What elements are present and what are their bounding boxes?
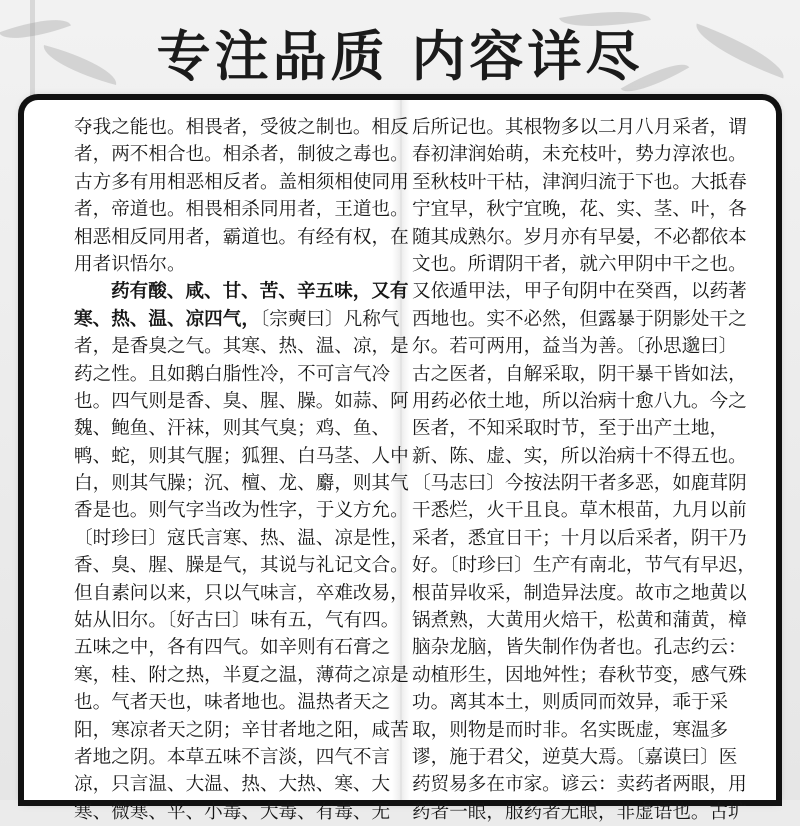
body-text: 尔。若可两用，益当为善。〔孙思邈曰〕 xyxy=(412,336,738,358)
body-text: 药之性。且如鹅白脂性冷，不可言气冷 xyxy=(74,363,391,385)
text-line xyxy=(74,415,391,442)
text-line xyxy=(74,771,391,798)
body-text: 姑从旧尔。〔好古曰〕味有五，气有四。 xyxy=(74,610,400,632)
text-line xyxy=(412,388,747,415)
body-text: 文也。所谓阴干者，就六甲阴中干之也。 xyxy=(412,253,747,275)
text-line xyxy=(74,169,409,196)
text-line xyxy=(412,333,738,360)
body-text: 春初津润始萌，未充枝叶，势力淳浓也。 xyxy=(412,144,747,166)
text-line xyxy=(412,497,747,524)
body-text: 用者识悟尔。 xyxy=(74,253,186,275)
text-line xyxy=(412,470,747,497)
text-line xyxy=(74,744,391,771)
body-text: 凉，只言温、大温、热、大热、寒、大 xyxy=(74,774,391,796)
text-line xyxy=(412,114,747,141)
text-line xyxy=(412,224,747,251)
text-line xyxy=(412,443,747,470)
body-text: 者，是香臭之气。其寒、热、温、凉，是 xyxy=(74,336,409,358)
text-line xyxy=(412,278,747,305)
text-line xyxy=(74,333,409,360)
body-text: 寒、微寒、平、小毒、大毒、有毒、无 xyxy=(74,801,391,823)
text-line xyxy=(74,114,409,141)
body-text: 白，则其气臊；沉、檀、龙、麝，则其气 xyxy=(74,473,409,495)
text-line xyxy=(74,361,391,388)
text-line xyxy=(412,744,738,771)
body-text: 随其成熟尔。岁月亦有早晏，不必都依本 xyxy=(412,226,747,248)
text-line xyxy=(74,278,409,305)
text-line xyxy=(74,662,409,689)
body-text: 也。四气则是香、臭、腥、臊。如蒜、阿 xyxy=(74,390,409,412)
text-line xyxy=(412,717,729,744)
text-line xyxy=(412,141,747,168)
body-text: 脑杂龙脑，皆失制作伪者也。孔志约云： xyxy=(412,637,747,659)
text-line xyxy=(412,251,747,278)
body-text: 根苗异收采，制造异法度。故市之地黄以 xyxy=(412,582,747,604)
text-line xyxy=(74,552,409,579)
body-text: 又依遁甲法，甲子旬阴中在癸酉，以药著 xyxy=(412,281,747,303)
body-text: 药者一眼，服药者无眼，非虚语也。古圹 xyxy=(412,801,747,823)
text-line xyxy=(74,470,409,497)
bold-heading-text: 药有酸、咸、甘、苦、辛五味，又有 xyxy=(111,281,409,303)
body-text: 者，两不相合也。相杀者，制彼之毒也。 xyxy=(74,144,409,166)
text-line xyxy=(74,497,409,524)
text-line xyxy=(412,634,747,661)
body-text: 〔时珍曰〕寇氏言寒、热、温、凉是性， xyxy=(74,527,409,549)
body-text: 者地之阴。本草五味不言淡，四气不言 xyxy=(74,746,391,768)
body-text: 也。气者天也，味者地也。温热者天之 xyxy=(74,692,391,714)
text-line xyxy=(412,580,747,607)
body-text: 五味之中，各有四气。如辛则有石膏之 xyxy=(74,637,391,659)
text-line xyxy=(412,607,747,634)
body-text: 西地也。实不必然，但露暴于阴影处干之 xyxy=(412,308,747,330)
text-line xyxy=(412,771,747,798)
text-line xyxy=(74,196,409,223)
text-line xyxy=(412,552,756,579)
text-line xyxy=(412,525,747,552)
text-line xyxy=(74,525,409,552)
text-line xyxy=(412,169,747,196)
text-line xyxy=(74,607,400,634)
text-line xyxy=(74,306,400,333)
body-text: 鸭、蛇，则其气腥；狐狸、白马茎、人中 xyxy=(74,445,409,467)
text-line xyxy=(74,689,391,716)
open-book-page xyxy=(24,100,776,823)
text-line xyxy=(74,388,409,415)
body-text: 锅煮熟，大黄用火焙干，松黄和蒲黄，樟 xyxy=(412,610,747,632)
bold-heading-text: 寒、热、温、凉四气， xyxy=(74,308,260,330)
text-line xyxy=(74,224,409,251)
body-text: 后所记也。其根物多以二月八月采者，谓 xyxy=(412,117,747,138)
body-text: 古方多有用相恶相反者。盖相须相使同用 xyxy=(74,171,409,193)
left-text-column xyxy=(74,114,409,826)
body-text: 好。〔时珍曰〕生产有南北，节气有早迟， xyxy=(412,555,756,577)
body-text: 夺我之能也。相畏者，受彼之制也。相反 xyxy=(74,117,409,138)
text-line xyxy=(412,306,747,333)
body-text: 取，则物是而时非。名实既虚，寒温多 xyxy=(412,719,729,741)
body-text: 新、陈、虚、实，所以治病十不得五也。 xyxy=(412,445,747,467)
text-line xyxy=(412,662,747,689)
text-line xyxy=(412,415,729,442)
body-text: 谬，施于君父，逆莫大焉。〔嘉谟曰〕医 xyxy=(412,746,738,768)
body-text: 古之医者，自解采取，阴干暴干皆如法， xyxy=(412,363,747,385)
body-text: 者，帝道也。相畏相杀同用者，王道也。 xyxy=(74,199,409,221)
text-line xyxy=(74,443,409,470)
body-text: 干悉烂，火干且良。草木根苗，九月以前 xyxy=(412,500,747,522)
text-line xyxy=(412,689,729,716)
body-text: 〔马志曰〕今按法阴干者多恶，如鹿茸阴 xyxy=(412,473,747,495)
body-text: 至秋枝叶干枯，津润归流于下也。大抵春 xyxy=(412,171,747,193)
text-line xyxy=(412,799,747,826)
text-line xyxy=(74,141,409,168)
body-text: 宁宜早，秋宁宜晚，花、实、茎、叶，各 xyxy=(412,199,747,221)
body-text: 阳，寒凉者天之阴；辛甘者地之阳，咸苦 xyxy=(74,719,409,741)
body-text: 功。离其本土，则质同而效异，乖于采 xyxy=(412,692,729,714)
text-line xyxy=(412,196,747,223)
text-line xyxy=(74,580,409,607)
body-text: 香是也。则气字当改为性字，于义方允。 xyxy=(74,500,409,522)
body-text: 香、臭、腥、臊是气，其说与礼记文合。 xyxy=(74,555,409,577)
text-line xyxy=(74,717,409,744)
text-line xyxy=(74,251,388,278)
body-text: 魏、鲍鱼、汗袜，则其气臭；鸡、鱼、 xyxy=(74,418,391,440)
body-text: 但自素问以来，只以气味言，卒难改易， xyxy=(74,582,409,604)
body-text: 寒，桂、附之热，半夏之温，薄荷之凉是 xyxy=(74,664,409,686)
body-text: 采者，悉宜日干；十月以后采者，阴干乃 xyxy=(412,527,747,549)
body-text: 相恶相反同用者，霸道也。有经有权，在 xyxy=(74,226,409,248)
body-text: 〔宗奭曰〕凡称气 xyxy=(259,308,400,330)
text-line xyxy=(412,361,747,388)
body-text: 动植形生，因地舛性；春秋节变，感气殊 xyxy=(412,664,747,686)
body-text: 药贸易多在市家。谚云：卖药者两眼，用 xyxy=(412,774,747,796)
text-line xyxy=(74,799,391,826)
text-line xyxy=(74,634,391,661)
right-text-column xyxy=(412,114,756,826)
body-text: 医者，不知采取时节，至于出产土地， xyxy=(412,418,729,440)
banner-title: 专注品质 内容详尽 xyxy=(156,25,644,88)
body-text: 用药必依土地，所以治病十愈八九。今之 xyxy=(412,390,747,412)
